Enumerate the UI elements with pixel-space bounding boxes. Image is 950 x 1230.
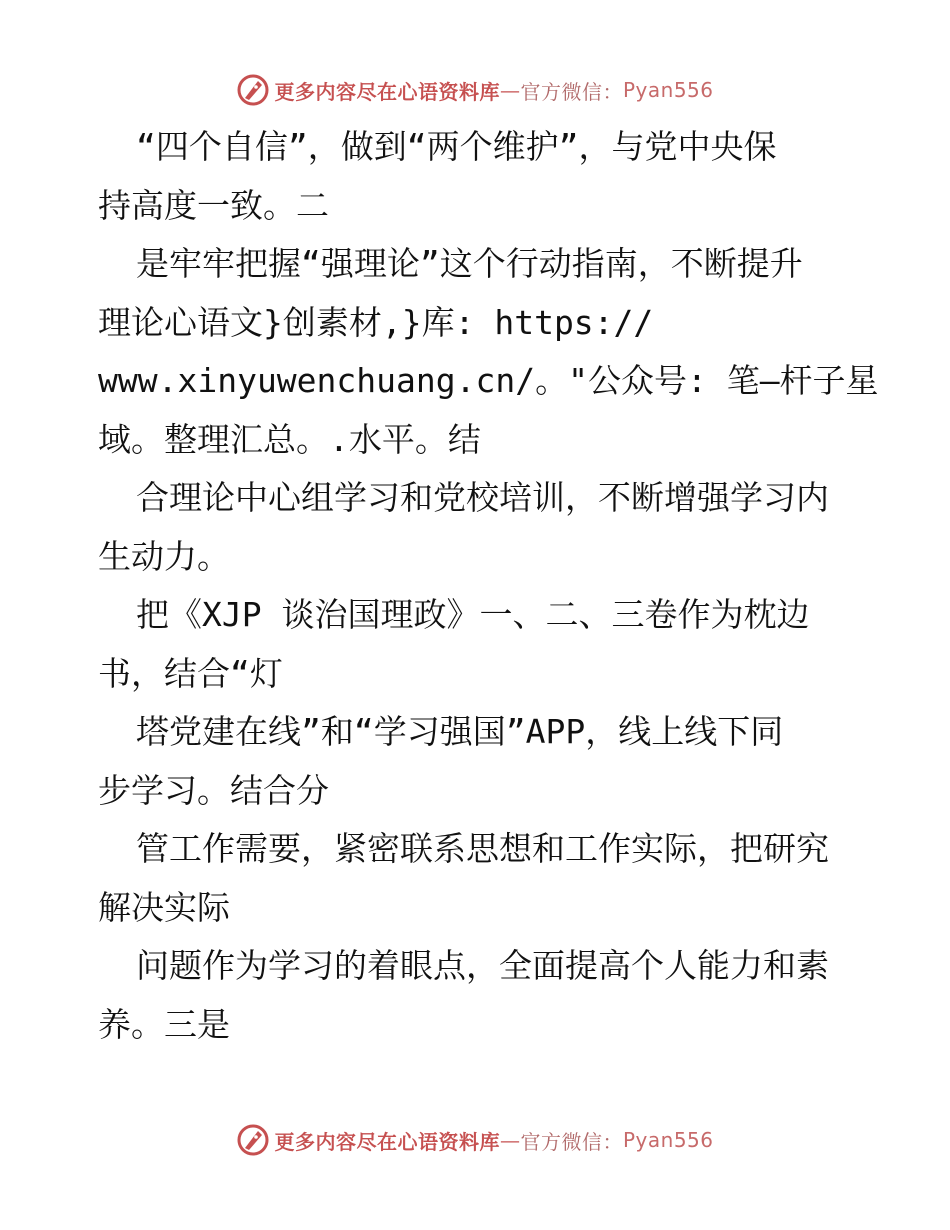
text-line: 生动力。 [98, 536, 230, 576]
watermark-text: 更多内容尽在心语资料库 [274, 1129, 500, 1154]
watermark-wechat-label: 官方微信： [520, 79, 623, 104]
watermark-wechat-id: Pyan556 [622, 1128, 714, 1152]
watermark-text: 更多内容尽在心语资料库 [274, 79, 500, 104]
text-line: 问题作为学习的着眼点，全面提高个人能力和素 [136, 946, 829, 985]
watermark-dash: — [499, 78, 521, 102]
text-line: www.xinyuwenchuang.cn/。"公众号: 笔—杆子星 [98, 361, 879, 400]
text-line: 是牢牢把握“强理论”这个行动指南，不断提升 [136, 244, 803, 283]
text-line: 把《XJP 谈治国理政》一、二、三卷作为枕边 [136, 595, 810, 634]
footer-watermark [0, 1122, 950, 1158]
text-line: 域。整理汇总。.水平。结 [98, 419, 481, 459]
header-watermark [0, 72, 950, 108]
text-line: 书，结合“灯 [98, 653, 283, 693]
pen-nib-logo-icon [236, 1123, 270, 1157]
text-line: 持高度一致。二 [98, 185, 329, 225]
watermark-wechat-label: 官方微信： [520, 1129, 623, 1154]
watermark-dash: — [499, 1128, 521, 1152]
pen-nib-logo-icon [236, 73, 270, 107]
text-line: 合理论中心组学习和党校培训，不断增强学习内 [136, 478, 829, 517]
text-line: 管工作需要，紧密联系思想和工作实际，把研究 [136, 829, 829, 868]
watermark-wechat-id: Pyan556 [622, 78, 714, 102]
text-line: 塔党建在线”和“学习强国”APP，线上线下同 [136, 712, 784, 751]
text-line: 步学习。结合分 [98, 770, 329, 810]
text-line: 解决实际 [98, 887, 230, 927]
document-body [98, 118, 879, 1054]
text-line: 养。三是 [98, 1004, 230, 1044]
text-line: 理论心语文}创素材,}库: https:// [98, 302, 654, 342]
text-line: “四个自信”，做到“两个维护”，与党中央保 [136, 127, 777, 166]
